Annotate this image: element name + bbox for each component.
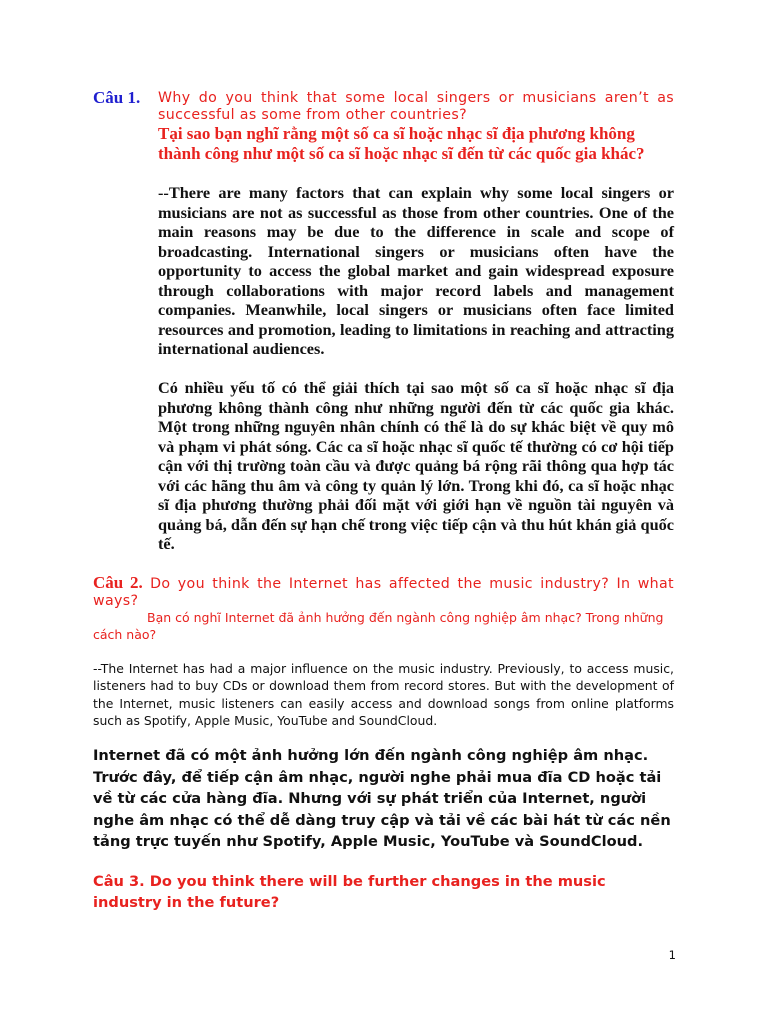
question-2-vietnamese: Bạn có nghĩ Internet đã ảnh hưởng đến ngành công nghiệp âm nhạc? Trong những cách nào?	[93, 610, 664, 642]
question-2-heading	[93, 574, 674, 610]
question-2-english: Do you think the Internet has affected the music industry? In what ways?	[93, 576, 674, 609]
answer-2-vietnamese: Internet đã có một ảnh hưởng lớn đến ngành công nghiệp âm nhạc. Trước đây, để tiếp cận âm nhạc, người nghe phải mua đĩa CD hoặc tải về từ các cửa hàng đĩa. Nhưng với sự phát triển của Internet, người nghe âm nhạc có thể dễ dàng truy cập và tải về các bài hát từ các nền tảng trực tuyến như Spotify, Apple Music, YouTube và SoundCloud.	[93, 747, 671, 850]
question-1-vietnamese: Tại sao bạn nghĩ rằng một số ca sĩ hoặc nhạc sĩ địa phương không thành công như một số ca sĩ hoặc nhạc sĩ đến từ các quốc gia khác?	[158, 124, 645, 163]
page-number: 1	[668, 948, 676, 962]
question-3: Câu 3. Do you think there will be further changes in the music industry in the future?	[93, 873, 606, 911]
answer-2-english: --The Internet has had a major influence on the music industry. Previously, to access music, listeners had to buy CDs or download them from record stores. But with the development of the Internet, music listeners can easily access and download songs from online platforms such as Spotify, Apple Music, YouTube and SoundCloud.	[93, 661, 674, 728]
answer-1-vietnamese: Có nhiều yếu tố có thể giải thích tại sao một số ca sĩ hoặc nhạc sĩ địa phương không thành công như những người đến từ các quốc gia khác. Một trong những nguyên nhân chính có thể là do sự khác biệt về quy mô và phạm vi phát sóng. Các ca sĩ hoặc nhạc sĩ quốc tế thường có cơ hội tiếp cận với thị trường toàn cầu và được quảng bá rộng rãi thông qua hợp tác với các hãng thu âm và công ty quản lý lớn. Trong khi đó, ca sĩ hoặc nhạc sĩ địa phương thường phải đối mặt với giới hạn về nguồn tài nguyên và quảng bá, dẫn đến sự hạn chế trong việc tiếp cận và thu hút khán giả quốc tế.	[158, 378, 674, 553]
question-1-label: Câu 1.	[93, 88, 141, 107]
answer-1-english: --There are many factors that can explain why some local singers or musicians are not as successful as those from other countries. One of the main reasons may be due to the difference in scale and scope of broadcasting. International singers or musicians often have the opportunity to access the global market and gain widespread exposure through collaborations with major record labels and management companies. Meanwhile, local singers or musicians often face limited resources and promotion, leading to limitations in reaching and attracting international audiences.	[158, 183, 674, 358]
question-2-label: Câu 2.	[93, 573, 143, 592]
question-1-english: Why do you think that some local singers or musicians aren’t as successful as some from other countries?	[158, 90, 674, 123]
